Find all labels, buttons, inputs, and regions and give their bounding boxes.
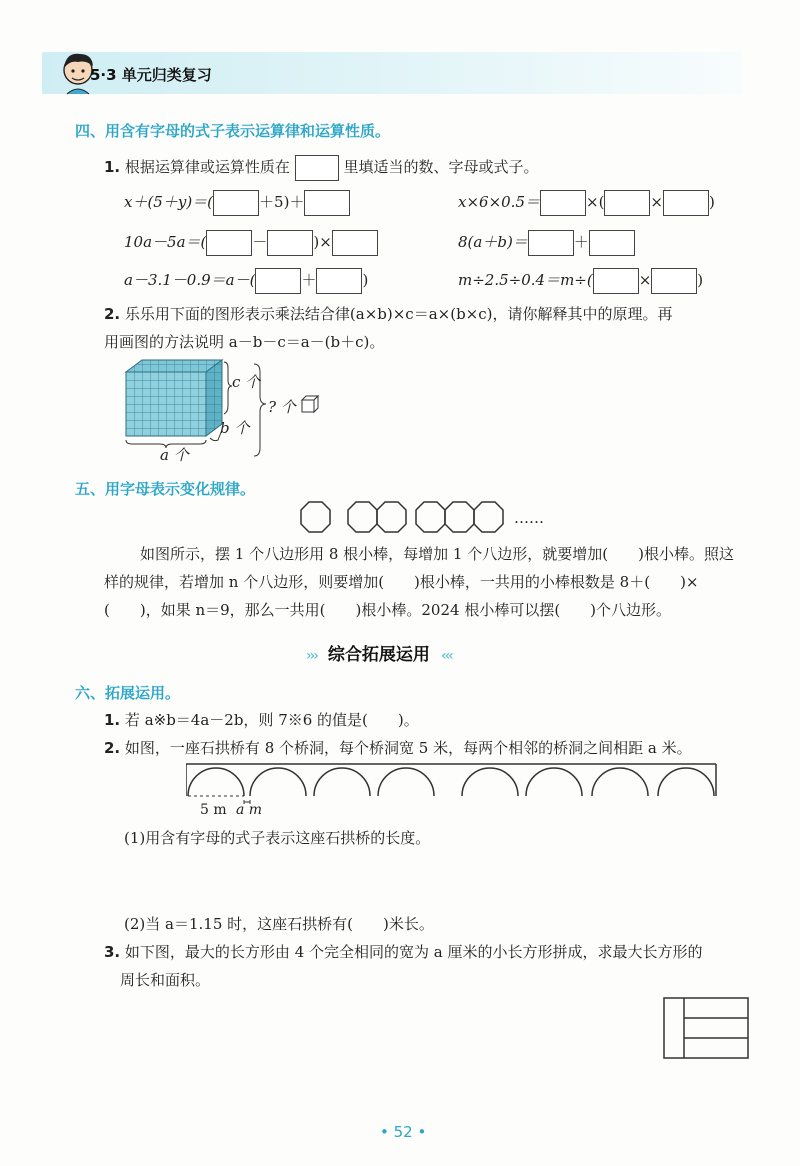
octagon-shape xyxy=(348,502,377,532)
q4-2-text: 乐乐用下面的图形表示乘法结合律(a×b)×c＝a×(b×c)，请你解释其中的原理。再 xyxy=(124,305,673,323)
q6-3-number: 3. xyxy=(104,943,121,961)
unit-cube-icon xyxy=(302,396,318,412)
banner xyxy=(306,640,452,665)
q6-2-number: 2. xyxy=(104,739,121,757)
q6-3-line2: 周长和面积。 xyxy=(120,971,211,989)
answer-box-sample xyxy=(295,155,339,181)
bridge-arch xyxy=(250,768,306,796)
eq-text: ＋5)＋ xyxy=(259,193,305,211)
octagon-shape xyxy=(416,502,445,532)
answer-box[interactable] xyxy=(528,230,574,256)
label-c: c 个 xyxy=(232,373,261,391)
section-5-para3: ( )，如果 n＝9，那么一共用( )根小棒。2024 根小棒可以摆( )个八边形。 xyxy=(104,601,672,619)
eq-row1-right xyxy=(458,190,715,216)
eq-text: × xyxy=(650,193,663,211)
bridge-arch xyxy=(592,768,648,796)
q6-2-sub1: (1)用含有字母的式子表示这座石拱桥的长度。 xyxy=(124,829,431,847)
eq-text: ＋ xyxy=(301,271,317,289)
q4-1-prompt-a: 根据运算律或运算性质在 xyxy=(124,158,290,176)
eq-row3-left xyxy=(124,268,368,294)
q6-3-text: 如下图，最大的长方形由 4 个完全相同的宽为 a 厘米的小长方形拼成，求最大长方形的 xyxy=(124,943,703,961)
q6-3-line1 xyxy=(104,942,702,962)
q6-1 xyxy=(104,710,419,730)
answer-box[interactable] xyxy=(651,268,697,294)
q6-2-sub2: (2)当 a＝1.15 时，这座石拱桥有( )米长。 xyxy=(124,915,434,933)
section-5-para2: 样的规律，若增加 n 个八边形，则要增加( )根小棒，一共用的小棒根数是 8＋( )× xyxy=(104,573,699,591)
answer-box[interactable] xyxy=(213,190,259,216)
answer-box[interactable] xyxy=(255,268,301,294)
sequence-ellipsis: …… xyxy=(514,509,544,527)
page-title: 5·3 单元归类复习 xyxy=(90,66,212,84)
q4-2-line1 xyxy=(104,304,673,324)
page-number: • 52 • xyxy=(380,1123,427,1141)
eq-text: x＋(5＋y)＝( xyxy=(124,193,214,211)
eq-text: a－3.1－0.9＝a－( xyxy=(124,271,256,289)
answer-box[interactable] xyxy=(589,230,635,256)
answer-box[interactable] xyxy=(540,190,586,216)
q6-1-number: 1. xyxy=(104,711,121,729)
eq-text: x×6×0.5＝ xyxy=(458,193,540,211)
bridge-arch xyxy=(462,768,518,796)
bridge-arch xyxy=(658,768,714,796)
section-5-title: 五、用字母表示变化规律。 xyxy=(75,480,256,498)
eq-text: )× xyxy=(313,233,332,251)
q4-2-line2: 用画图的方法说明 a－b－c＝a－(b＋c)。 xyxy=(104,333,385,351)
answer-box[interactable] xyxy=(206,230,252,256)
q4-1-prompt xyxy=(104,155,539,181)
eq-text: 10a－5a＝( xyxy=(124,233,207,251)
section-4-title: 四、用含有字母的式子表示运算律和运算性质。 xyxy=(75,122,391,140)
bridge-diagram xyxy=(186,760,722,808)
eq-text: － xyxy=(252,233,268,251)
label-5m: 5 m xyxy=(200,802,227,818)
banner-title: 综合拓展运用 xyxy=(327,645,430,665)
octagon-sequence xyxy=(298,500,508,536)
chevron-right-icon: ››› xyxy=(306,648,317,664)
answer-box[interactable] xyxy=(593,268,639,294)
q6-1-text: 若 a※b＝4a－2b，则 7※6 的值是( )。 xyxy=(124,711,419,729)
eq-text: ＋ xyxy=(573,233,589,251)
eq-text: ×( xyxy=(586,193,605,211)
octagon-shape xyxy=(301,502,330,532)
chevron-left-icon: ‹‹‹ xyxy=(440,648,452,664)
eq-text: ) xyxy=(697,271,704,289)
answer-box[interactable] xyxy=(304,190,350,216)
bridge-arch xyxy=(314,768,370,796)
eq-text: 8(a＋b)＝ xyxy=(458,233,528,251)
label-b: b 个 xyxy=(220,419,250,437)
answer-box[interactable] xyxy=(332,230,378,256)
label-a: a 个 xyxy=(160,446,189,464)
q6-2 xyxy=(104,738,692,758)
eq-row2-right xyxy=(458,230,635,256)
eq-text: m÷2.5÷0.4＝m÷( xyxy=(458,271,593,289)
label-q: ? 个 xyxy=(268,398,296,416)
section-5-para1: 如图所示，摆 1 个八边形用 8 根小棒，每增加 1 个八边形，就要增加( )根小棒。照这 xyxy=(140,545,734,563)
octagon-shape xyxy=(377,502,406,532)
section-6-title: 六、拓展运用。 xyxy=(75,684,181,702)
label-am: a m xyxy=(236,802,263,818)
octagon-shape xyxy=(445,502,474,532)
answer-box[interactable] xyxy=(604,190,650,216)
q4-2-number: 2. xyxy=(104,305,121,323)
bridge-arch xyxy=(188,768,244,796)
answer-box[interactable] xyxy=(316,268,362,294)
bridge-arch xyxy=(378,768,434,796)
answer-box[interactable] xyxy=(663,190,709,216)
cube-diagram xyxy=(118,356,328,466)
octagon-shape xyxy=(474,502,503,532)
q6-2-text: 如图，一座石拱桥有 8 个桥洞，每个桥洞宽 5 米，每两个相邻的桥洞之间相距 a 米。 xyxy=(124,739,692,757)
q4-1-prompt-b: 里填适当的数、字母或式子。 xyxy=(343,158,539,176)
eq-text: ) xyxy=(709,193,715,211)
answer-box[interactable] xyxy=(267,230,313,256)
q4-1-number: 1. xyxy=(104,158,121,176)
eq-row3-right xyxy=(458,268,703,294)
eq-text: × xyxy=(638,271,652,289)
bridge-arch xyxy=(526,768,582,796)
eq-row1-left xyxy=(124,190,350,216)
eq-row2-left xyxy=(124,230,378,256)
eq-text: ) xyxy=(362,271,369,289)
rectangle-diagram xyxy=(662,996,752,1062)
